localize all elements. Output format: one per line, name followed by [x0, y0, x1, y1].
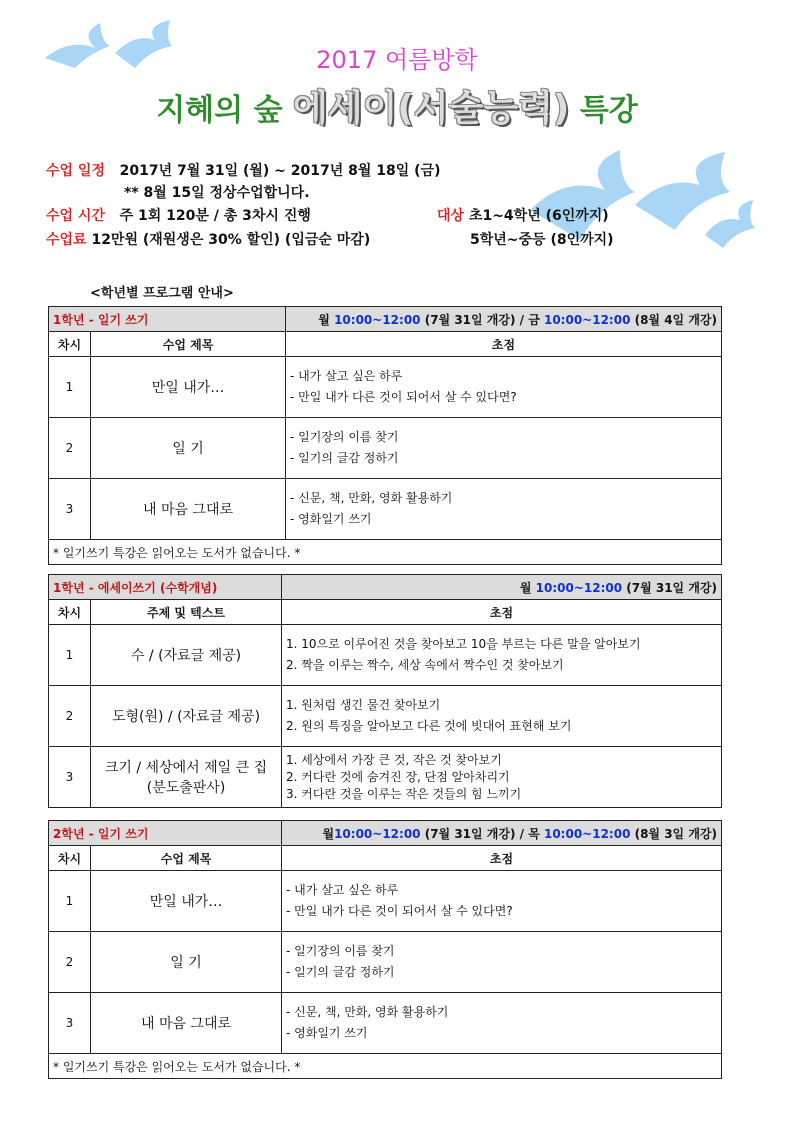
col-header: 차시: [49, 846, 91, 871]
row-focus: - 내가 살고 싶은 하루 - 만일 내가 다른 것이 되어서 살 수 있다면?: [282, 871, 722, 932]
col-header: 초점: [282, 846, 722, 871]
period-note: ** 8월 15일 정상수업합니다.: [124, 185, 310, 201]
title-line2: [0, 80, 794, 131]
table-name: 1학년 - 에세이쓰기 (수학개념): [49, 575, 282, 600]
row-title: 도형(원) / (자료글 제공): [91, 686, 282, 747]
col-header: 초점: [282, 600, 722, 625]
row-no: 3: [49, 747, 91, 808]
row-no: 2: [49, 686, 91, 747]
target-label: 대상: [437, 208, 465, 224]
row-focus: 1. 세상에서 가장 큰 것, 작은 것 찾아보기 2. 커다란 것에 숨겨진 장, 단점 알아차리기 3. 커다란 것을 이루는 작은 것들의 힘 느끼기: [282, 747, 722, 808]
period-label: 수업 일정: [46, 163, 105, 179]
fee-value: 12만원 (재원생은 30% 할인) (입금순 마감): [91, 232, 371, 248]
col-header: 주제 및 텍스트: [91, 600, 282, 625]
row-no: 3: [49, 993, 91, 1054]
table-row: [49, 625, 722, 686]
row-title: 내 마음 그대로: [91, 479, 286, 540]
program-table-grade1-diary: [48, 306, 722, 565]
program-table-grade2-diary: [48, 820, 722, 1079]
row-title: 일 기: [91, 932, 282, 993]
row-focus: - 일기장의 이름 찾기 - 일기의 글감 정하기: [282, 932, 722, 993]
table-schedule: 월10:00~12:00 (7월 31일 개강) / 목 10:00~12:00 (8월 3일 개강): [282, 821, 722, 846]
col-header: 초점: [286, 332, 722, 357]
table-row: [49, 747, 722, 808]
col-header: 수업 제목: [91, 846, 282, 871]
table-schedule: 월 10:00~12:00 (7월 31일 개강): [282, 575, 722, 600]
program-table-grade1-essay: [48, 574, 722, 808]
row-focus: - 신문, 책, 만화, 영화 활용하기 - 영화일기 쓰기: [286, 479, 722, 540]
row-title: 만일 내가…: [91, 871, 282, 932]
row-title: 만일 내가…: [91, 357, 286, 418]
row-no: 1: [49, 357, 91, 418]
title-line1: 2017 여름방학: [316, 46, 478, 74]
info-time: [46, 205, 311, 225]
table-row: [49, 479, 722, 540]
row-title: 크기 / 세상에서 제일 큰 집 (분도출판사): [91, 747, 282, 808]
table-note: * 일기쓰기 특강은 읽어오는 도서가 없습니다. *: [49, 1054, 722, 1079]
section-label: <학년별 프로그램 안내>: [90, 286, 234, 301]
row-no: 1: [49, 871, 91, 932]
row-focus: 1. 원처럼 생긴 물건 찾아보기 2. 원의 특징을 알아보고 다른 것에 빗대어 표현해 보기: [282, 686, 722, 747]
target-value2: 5학년~중등 (8인까지): [470, 232, 614, 248]
table-row: [49, 932, 722, 993]
row-no: 2: [49, 418, 91, 479]
table-row: [49, 871, 722, 932]
info-fee: [46, 229, 370, 249]
table-note: * 일기쓰기 특강은 읽어오는 도서가 없습니다. *: [49, 540, 722, 565]
title-part-b: 에세이(서술능력): [293, 88, 570, 129]
table-row: [49, 357, 722, 418]
table-name: 1학년 - 일기 쓰기: [49, 307, 286, 332]
col-header: 수업 제목: [91, 332, 286, 357]
col-header: 차시: [49, 600, 91, 625]
row-title: 일 기: [91, 418, 286, 479]
row-focus: - 내가 살고 싶은 하루 - 만일 내가 다른 것이 되어서 살 수 있다면?: [286, 357, 722, 418]
target-value1: 초1~4학년 (6인까지): [468, 208, 609, 224]
table-row: [49, 686, 722, 747]
row-focus: - 일기장의 이름 찾기 - 일기의 글감 정하기: [286, 418, 722, 479]
col-header: 차시: [49, 332, 91, 357]
period-value: 2017년 7월 31일 (월) ~ 2017년 8월 18일 (금): [119, 163, 441, 179]
fee-label: 수업료: [46, 232, 87, 248]
row-focus: - 신문, 책, 만화, 영화 활용하기 - 영화일기 쓰기: [282, 993, 722, 1054]
row-no: 1: [49, 625, 91, 686]
time-label: 수업 시간: [46, 208, 105, 224]
info-target: [437, 205, 609, 225]
info-period: [46, 160, 441, 180]
row-title: 내 마음 그대로: [91, 993, 282, 1054]
table-row: [49, 418, 722, 479]
row-title: 수 / (자료글 제공): [91, 625, 282, 686]
row-no: 3: [49, 479, 91, 540]
title-part-c: 특강: [579, 93, 638, 128]
table-row: [49, 993, 722, 1054]
title-part-a: 지혜의 숲: [156, 93, 283, 128]
table-name: 2학년 - 일기 쓰기: [49, 821, 282, 846]
table-schedule: 월 10:00~12:00 (7월 31일 개강) / 금 10:00~12:00 (8월 4일 개강): [286, 307, 722, 332]
time-value: 주 1회 120분 / 총 3차시 진행: [119, 208, 311, 224]
row-focus: 1. 10으로 이루어진 것을 찾아보고 10을 부르는 다른 말을 알아보기 2. 짝을 이루는 짝수, 세상 속에서 짝수인 것 찾아보기: [282, 625, 722, 686]
row-no: 2: [49, 932, 91, 993]
